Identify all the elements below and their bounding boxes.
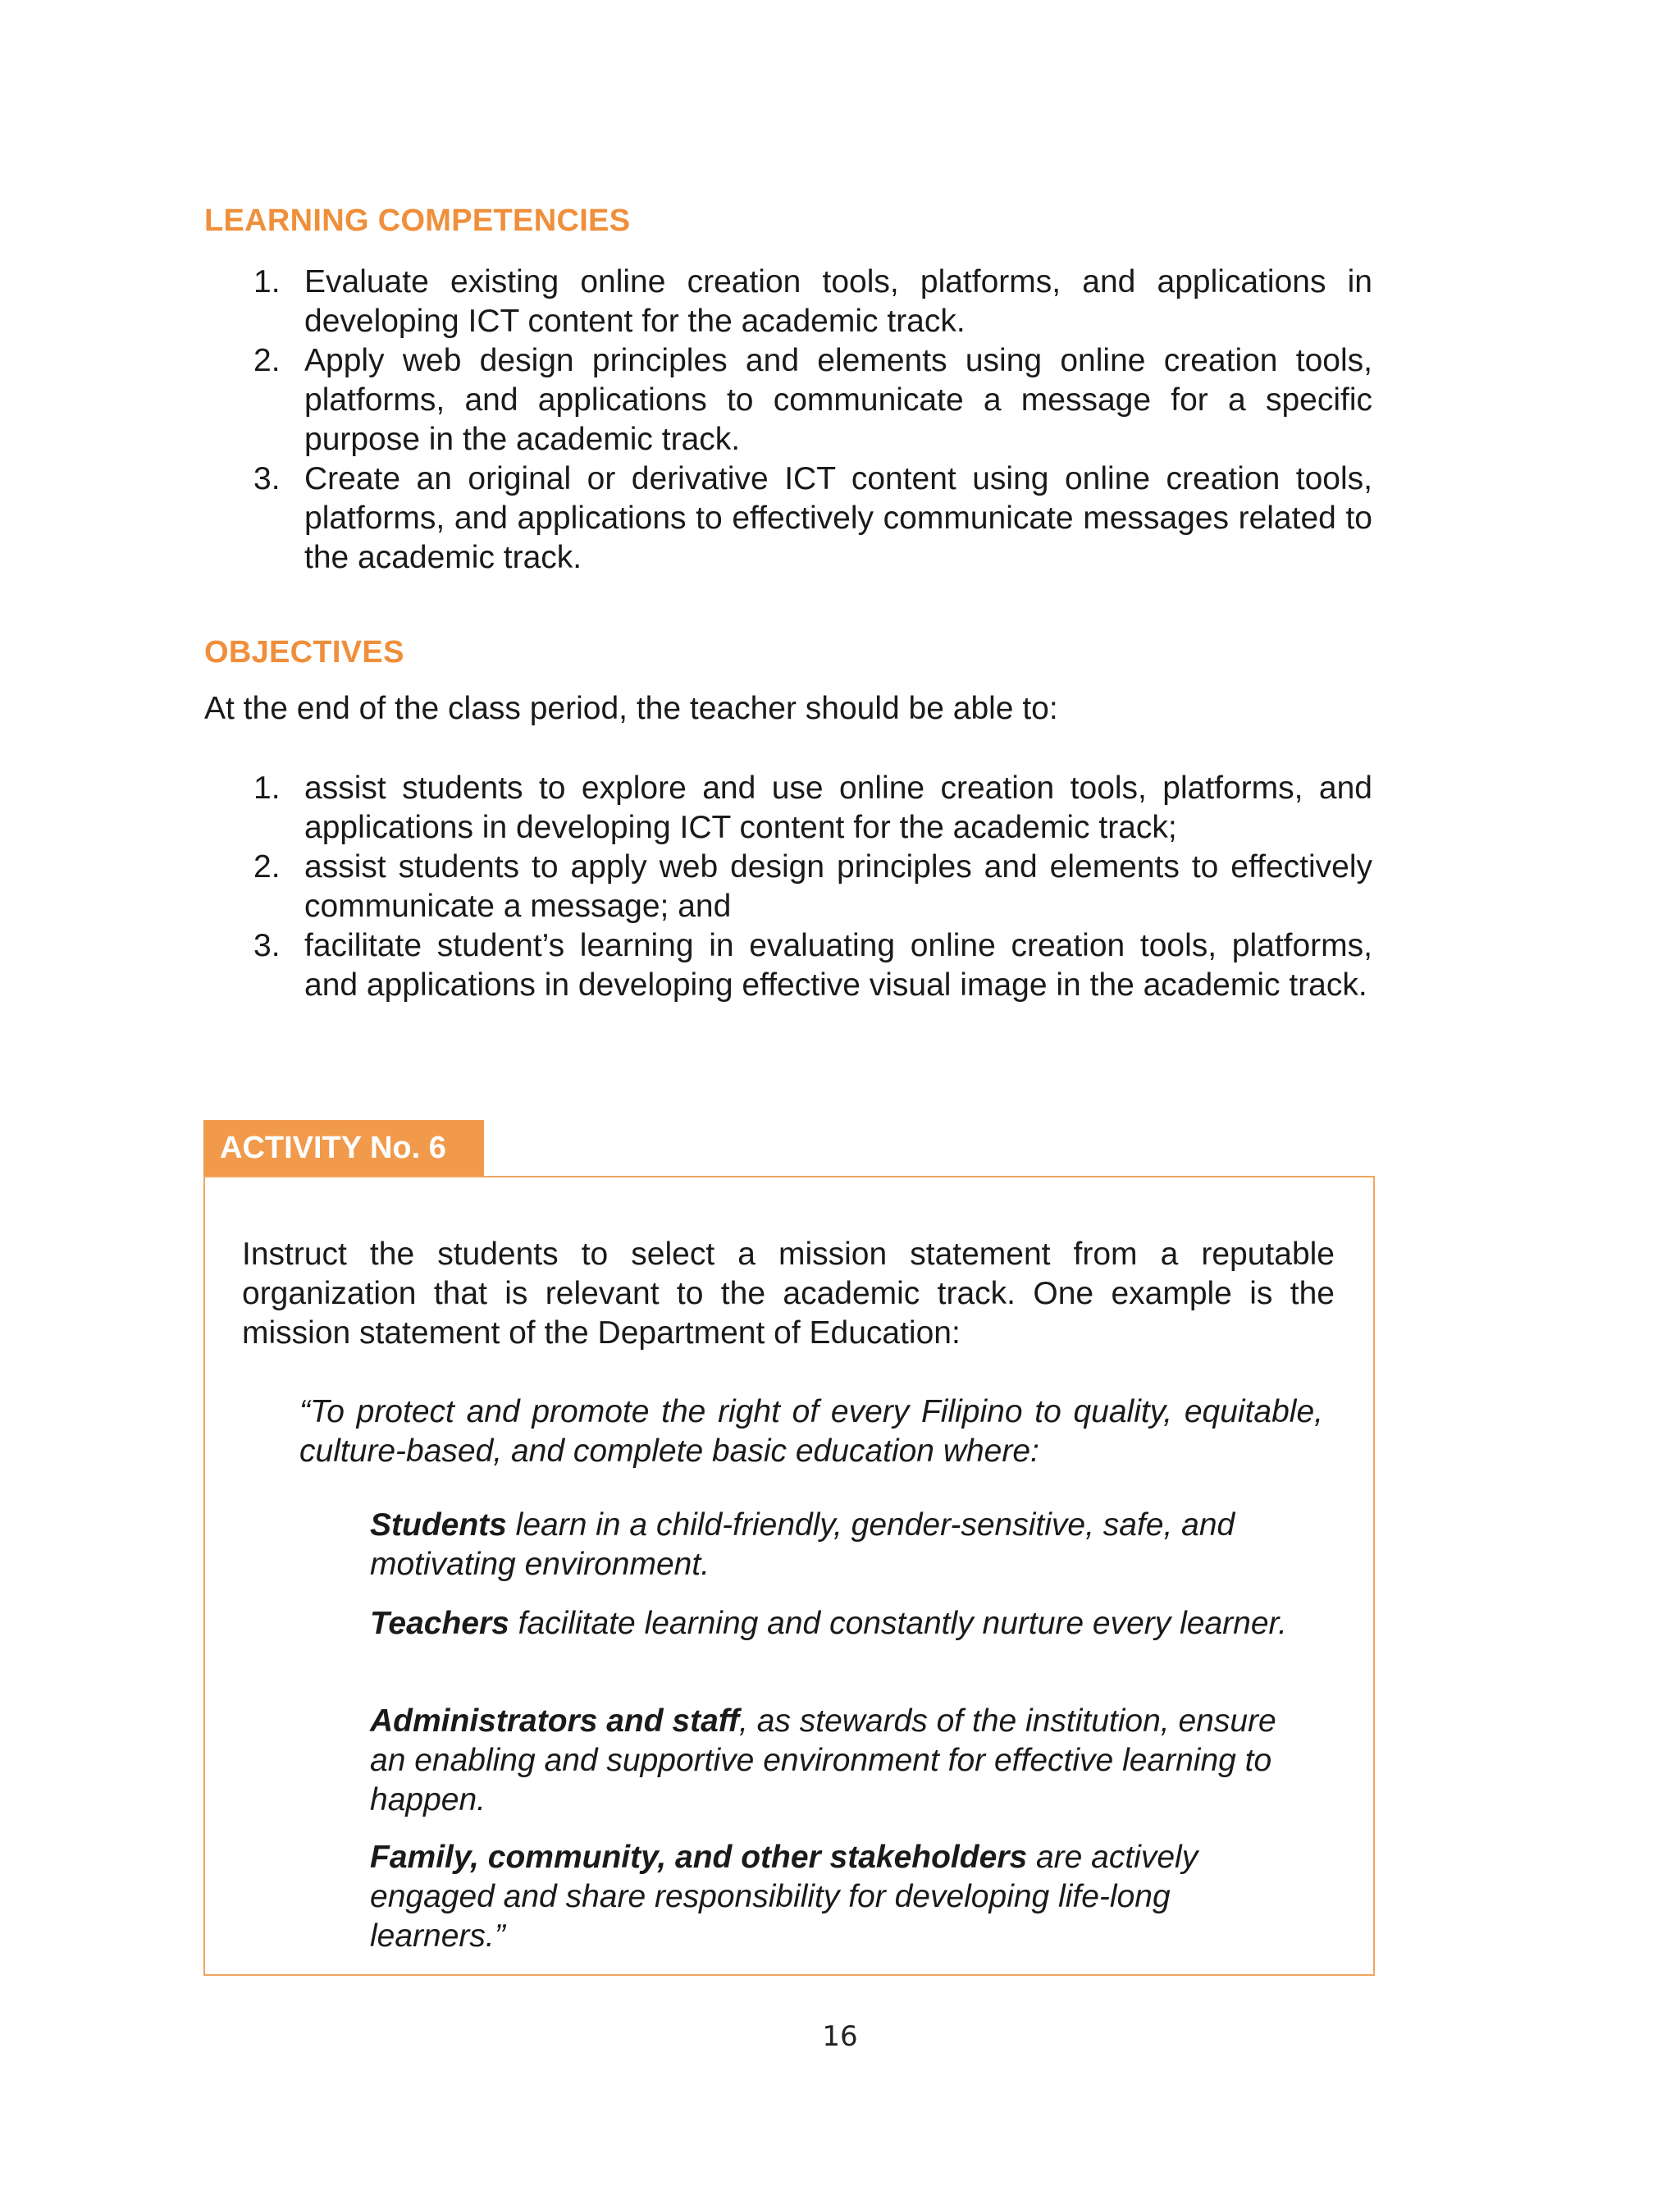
list-text: Evaluate existing online creation tools, platforms, and applications in developing ICT content for the academic track. [304, 264, 1372, 339]
stakeholder-teachers [370, 1604, 1289, 1644]
stakeholder-lead: Family, community, and other stakeholders [370, 1840, 1028, 1875]
stakeholder-students [370, 1506, 1289, 1584]
list-item [253, 263, 1372, 341]
list-number: 3. [253, 928, 281, 963]
list-text: Create an original or derivative ICT content using online creation tools, platforms, and applications to effectively communicate messages related to the academic track. [304, 461, 1372, 575]
list-item [253, 848, 1372, 926]
list-number: 2. [253, 343, 281, 378]
list-item [253, 926, 1372, 1005]
stakeholder-lead: Students [370, 1507, 507, 1543]
list-text: assist students to apply web design principles and elements to effectively communicate a message; and [304, 849, 1372, 924]
list-number: 1. [253, 264, 281, 299]
stakeholder-family [370, 1838, 1289, 1956]
activity-instruction: Instruct the students to select a mission statement from a reputable organization that is relevant to the academic track. One example is the mission statement of the Department of Education: [242, 1237, 1335, 1351]
list-number: 3. [253, 461, 281, 496]
list-item [253, 341, 1372, 459]
competencies-heading: LEARNING COMPETENCIES [204, 203, 631, 238]
objectives-list [253, 769, 1372, 1005]
stakeholder-text: , as stewards of the institution, ensure an enabling and supportive environment for effective learning to happen. [370, 1703, 1276, 1817]
competencies-list [253, 263, 1372, 578]
list-number: 1. [253, 770, 281, 806]
stakeholder-lead: Teachers [370, 1606, 509, 1641]
stakeholder-administrators [370, 1702, 1289, 1820]
stakeholder-lead: Administrators and staff [370, 1703, 740, 1739]
objectives-intro: At the end of the class period, the teacher should be able to: [204, 691, 1058, 726]
list-text: assist students to explore and use online creation tools, platforms, and applications in developing ICT content for the academic track; [304, 770, 1372, 845]
list-text: facilitate student’s learning in evaluating online creation tools, platforms, and applications in developing effective visual image in the academic track. [304, 928, 1372, 1003]
list-text: Apply web design principles and elements using online creation tools, platforms, and applications to communicate a message for a specific purpose in the academic track. [304, 343, 1372, 457]
objectives-heading: OBJECTIVES [204, 635, 404, 670]
activity-tab: ACTIVITY No. 6 [203, 1120, 484, 1176]
list-number: 2. [253, 849, 281, 885]
stakeholder-text: facilitate learning and constantly nurture every learner. [509, 1606, 1287, 1641]
list-item [253, 769, 1372, 848]
list-item [253, 459, 1372, 578]
page-number: 16 [822, 2020, 858, 2053]
stakeholder-text: are actively engaged and share responsibility for developing life-long learners.” [370, 1840, 1198, 1954]
mission-quote: “To protect and promote the right of every Filipino to quality, equitable, culture-based, and complete basic education where: [299, 1394, 1323, 1469]
stakeholder-text: learn in a child-friendly, gender-sensitive, safe, and motivating environment. [370, 1507, 1235, 1582]
